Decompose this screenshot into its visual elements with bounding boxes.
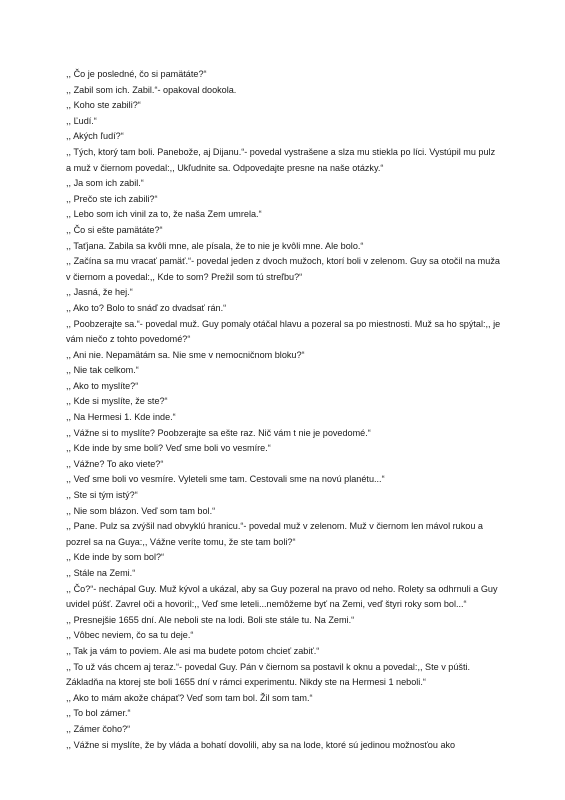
paragraph: ,, Presnejšie 1655 dní. Ale neboli ste na lodi. Boli ste stále tu. Na Zemi.“: [66, 614, 355, 625]
paragraph: ,, Veď sme boli vo vesmíre. Vyleteli sme tam. Cestovali sme na novú planétu...“: [66, 474, 385, 485]
document-body: [66, 67, 502, 753]
paragraph: ,, Ľudí.“: [66, 115, 97, 126]
paragraph: ,, Zámer čoho?“: [66, 723, 131, 734]
paragraph: ,, Ako to? Bolo to snáď zo dvadsať rán.“: [66, 302, 227, 313]
paragraph: ,, Prečo ste ich zabili?“: [66, 193, 158, 204]
paragraph: ,, Nie som blázon. Veď som tam bol.“: [66, 505, 216, 516]
paragraph: ,, Nie tak celkom.“: [66, 365, 139, 376]
paragraph: ,, Vôbec neviem, čo sa tu deje.“: [66, 630, 194, 641]
paragraph: ,, Vážne? To ako viete?“: [66, 458, 164, 469]
paragraph: ,, Začína sa mu vracať pamäť.“- povedal jeden z dvoch mužoch, ktorí boli v zelenom. Guy sa otočil na muža v čiernom a povedal:,, Kde to som? Prežil som tú streľbu?“: [66, 256, 500, 282]
paragraph: ,, Čo si ešte pamätáte?“: [66, 224, 163, 235]
paragraph: ,, Ja som ich zabil.“: [66, 178, 144, 189]
paragraph: ,, Čo je posledné, čo si pamätáte?“: [66, 69, 207, 79]
paragraph: ,, Na Hermesi 1. Kde inde.“: [66, 412, 176, 423]
paragraph: ,, Lebo som ich vinil za to, že naša Zem umrela.“: [66, 209, 262, 220]
paragraph: ,, Kde inde by som bol?“: [66, 552, 165, 563]
paragraph: ,, To bol zámer.“: [66, 708, 131, 719]
paragraph: ,, Stále na Zemi.“: [66, 568, 136, 578]
paragraph: ,, Akých ľudí?“: [66, 131, 124, 142]
paragraph: ,, Vážne si to myslíte? Poobzerajte sa ešte raz. Nič vám t nie je povedomé.“: [66, 427, 371, 438]
paragraph: ,, Ako to mám akože chápať? Veď som tam bol. Žil som tam.“: [66, 692, 313, 703]
paragraph: ,, Taťjana. Zabila sa kvôli mne, ale písala, že to nie je kvôli mne. Ale bolo.“: [66, 240, 364, 251]
paragraph: ,, Poobzerajte sa.“- povedal muž. Guy pomaly otáčal hlavu a pozeral sa po miestnosti. Muž sa ho spýtal:,, je vám niečo z tohto povedomé?“: [66, 318, 501, 345]
paragraph: ,, Koho ste zabili?“: [66, 100, 141, 111]
paragraph: ,, Vážne si myslíte, že by vláda a bohatí dovolili, aby sa na lode, ktoré sú jedinou možnosťou ako: [66, 739, 456, 750]
paragraph: ,, Tak ja vám to poviem. Ale asi ma budete potom chcieť zabiť.“: [66, 645, 320, 656]
paragraph: ,, Jasná, že hej.“: [66, 287, 133, 298]
paragraph: ,, Ani nie. Nepamätám sa. Nie sme v nemocničnom bloku?“: [66, 349, 305, 360]
paragraph: ,, Zabil som ich. Zabil.“- opakoval dookola.: [66, 84, 237, 95]
paragraph: ,, Ako to myslíte?“: [66, 380, 139, 391]
paragraph: ,, Kde inde by sme boli? Veď sme boli vo vesmíre.“: [66, 443, 271, 454]
paragraph: ,, Pane. Pulz sa zvýšil nad obvyklú hranicu.“- povedal muž v zelenom. Muž v čiernom len mávol rukou a pozrel sa na Guya:,, Vážne veríte tomu, že ste tam boli?“: [66, 521, 483, 547]
paragraph: ,, Tých, ktorý tam boli. Panebože, aj Dijanu.“- povedal vystrašene a slza mu stiekla po líci. Vystúpil mu pulz a muž v čiernom povedal:,, Ukľudnite sa. Odpovedajte presne na naše otázky.“: [66, 146, 496, 173]
paragraph: ,, Ste si tým istý?“: [66, 490, 138, 501]
paragraph: ,, To už vás chcem aj teraz.“- povedal Guy. Pán v čiernom sa postavil k oknu a povedal:,, Ste v púšti. Základňa na ktorej ste boli 1655 dní v rámci experimentu. Nikdy ste na Hermesi 1 neboli.“: [66, 661, 471, 688]
paragraph: ,, Kde si myslíte, že ste?“: [66, 396, 168, 407]
paragraph: ,, Čo?“- nechápal Guy. Muž kývol a ukázal, aby sa Guy pozeral na pravo od neho. Rolety sa odhrnuli a Guy uvidel púšť. Zavrel oči a hovoril:,, Veď sme leteli...nemôžeme byť na Zemi, veď štyri roky som bol...“: [66, 583, 498, 610]
